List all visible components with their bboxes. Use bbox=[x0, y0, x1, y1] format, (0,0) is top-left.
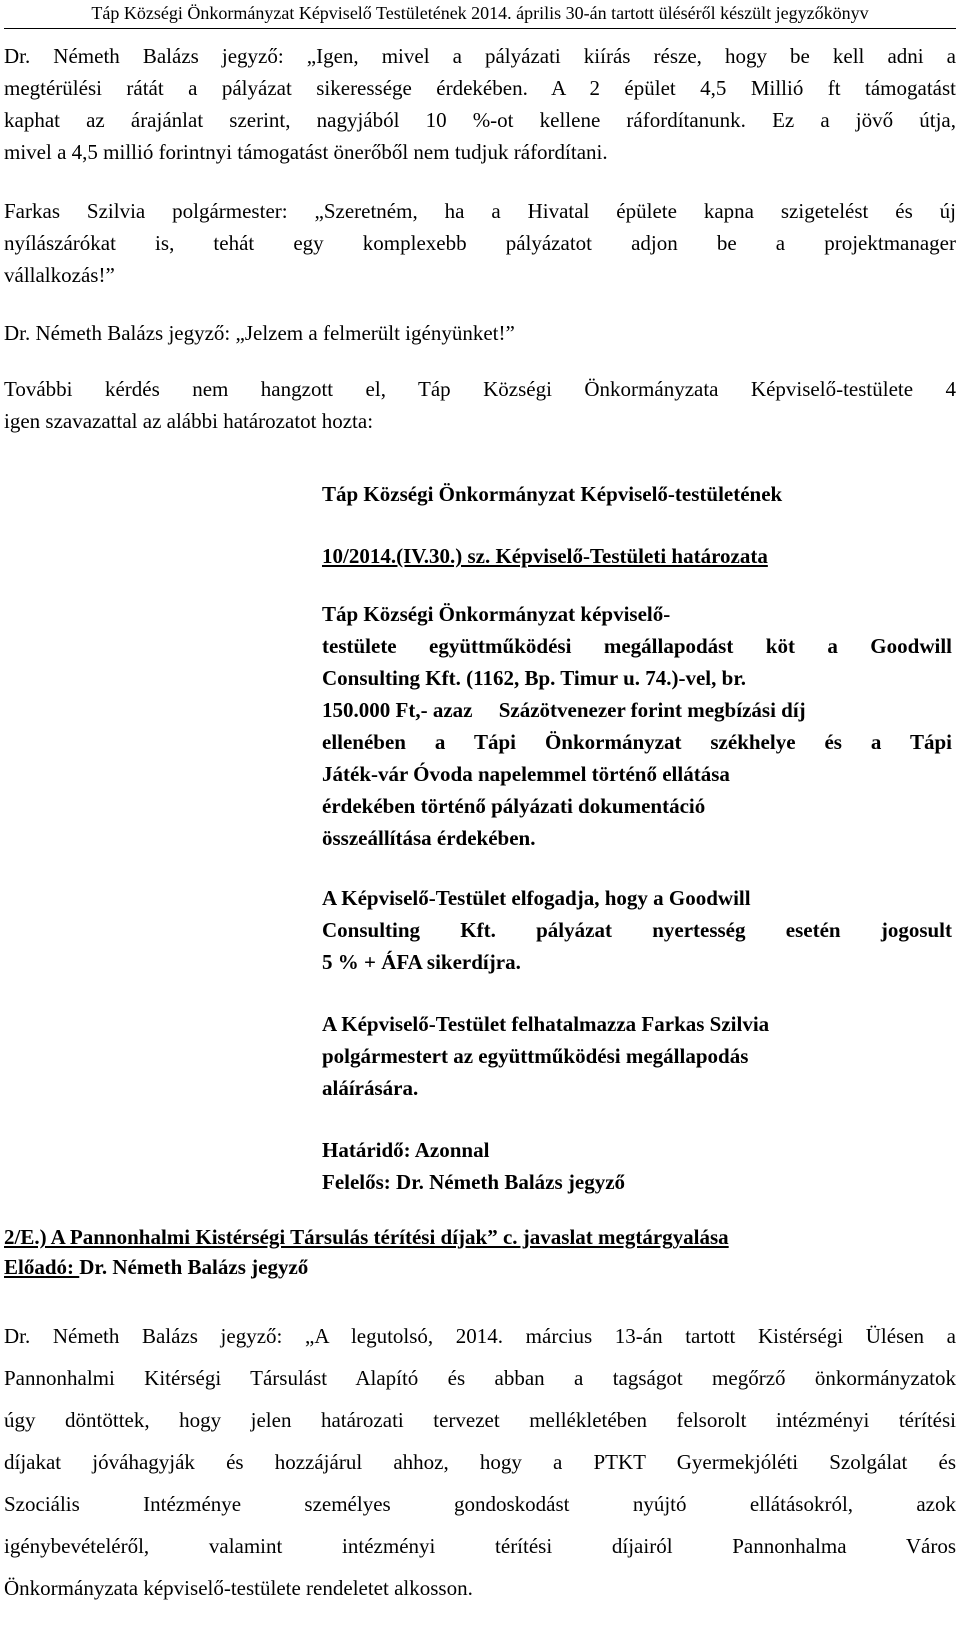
text-line: Önkormányzata képviselő-testülete rendeletet alkosson. bbox=[4, 1576, 473, 1600]
text-line: Consulting Kft. (1162, Bp. Timur u. 74.)-vel, br. bbox=[322, 666, 746, 690]
presenter-name: Dr. Németh Balázs jegyző bbox=[79, 1255, 309, 1279]
text-line: 5 % + ÁFA sikerdíjra. bbox=[322, 950, 521, 974]
text-line: aláírására. bbox=[322, 1076, 419, 1100]
text-line: Dr. Németh Balázs jegyző: „Igen, mivel a pályázati kiírás része, hogy be kell adni a bbox=[4, 44, 956, 68]
text-line: igénybevételéről, valamint intézményi térítési díjairól Pannonhalma Város bbox=[4, 1534, 956, 1558]
agenda-presenter bbox=[4, 1252, 956, 1282]
agenda-item-block bbox=[4, 1222, 956, 1282]
text-line: Dr. Németh Balázs jegyző: „A legutolsó, 2014. március 13-án tartott Kistérségi Ülésen a bbox=[4, 1324, 956, 1348]
header-rule bbox=[4, 28, 956, 29]
resolution-body-agreement bbox=[322, 598, 952, 854]
text-line: testülete együttműködési megállapodást köt a Goodwill bbox=[322, 634, 952, 658]
text-line: megtérülési rátát a pályázat sikeressége érdekében. A 2 épület 4,5 Millió ft támogatást bbox=[4, 76, 956, 100]
presenter-label: Előadó: bbox=[4, 1255, 80, 1279]
text-line: Játék-vár Óvoda napelemmel történő ellátása bbox=[322, 762, 730, 786]
resolution-deadline-block bbox=[322, 1134, 952, 1198]
text-line: összeállítása érdekében. bbox=[322, 826, 536, 850]
text-line: érdekében történő pályázati dokumentáció bbox=[322, 794, 706, 818]
text-line: A Képviselő-Testület felhatalmazza Farkas Szilvia bbox=[322, 1012, 770, 1036]
paragraph-vote bbox=[4, 373, 956, 437]
page-header: Táp Községi Önkormányzat Képviselő Testületének 2014. április 30-án tartott üléséről készült jegyzőkönyv bbox=[91, 3, 869, 23]
text-line: Szociális Intézménye személyes gondoskodást nyújtó ellátásokról, azok bbox=[4, 1492, 956, 1516]
text-line: nyílászárókat is, tehát egy komplexebb pályázatot adjon be a projektmanager bbox=[4, 231, 956, 255]
resolution-body-authorization bbox=[322, 1008, 952, 1104]
resolution-responsible: Felelős: Dr. Németh Balázs jegyző bbox=[322, 1170, 626, 1194]
text-line: kaphat az árajánlat szerint, nagyjából 10 %-ot kellene ráfordítanunk. Ez a jövő útja, bbox=[4, 108, 956, 132]
text-line: Consulting Kft. pályázat nyertesség esetén jogosult bbox=[322, 918, 952, 942]
text-line: igen szavazattal az alábbi határozatot hozta: bbox=[4, 409, 374, 433]
resolution-body-success-fee bbox=[322, 882, 952, 978]
text-line: További kérdés nem hangzott el, Táp Községi Önkormányzata Képviselő-testülete 4 bbox=[4, 377, 956, 401]
text-line: Dr. Németh Balázs jegyző: „Jelzem a felmerült igényünket!” bbox=[4, 321, 515, 345]
text-line: vállalkozás!” bbox=[4, 263, 115, 287]
resolution-number: 10/2014.(IV.30.) sz. Képviselő-Testületi határozata bbox=[322, 544, 768, 568]
paragraph-clerk-reply bbox=[4, 40, 956, 168]
text-line: ellenében a Tápi Önkormányzat székhelye és a Tápi bbox=[322, 730, 952, 754]
paragraph-mayor-request bbox=[4, 195, 956, 291]
paragraph-fees-explanation bbox=[4, 1315, 956, 1609]
text-line: Táp Községi Önkormányzat képviselő- bbox=[322, 602, 671, 626]
text-line: úgy döntöttek, hogy jelen határozati tervezet mellékletében felsorolt intézményi térítési bbox=[4, 1408, 956, 1432]
resolution-issuer: Táp Községi Önkormányzat Képviselő-testületének bbox=[322, 482, 783, 506]
text-line: Pannonhalmi Kitérségi Társulást Alapító és abban a tagságot megőrző önkormányzatok bbox=[4, 1366, 956, 1390]
text-line: mivel a 4,5 millió forintnyi támogatást önerőből nem tudjuk ráfordítani. bbox=[4, 140, 608, 164]
agenda-item-title: 2/E.) A Pannonhalmi Kistérségi Társulás térítési díjak” c. javaslat megtárgyalása bbox=[4, 1225, 729, 1249]
resolution-deadline: Határidő: Azonnal bbox=[322, 1138, 490, 1162]
text-line: 150.000 Ft,- azaz Százötvenezer forint megbízási díj bbox=[322, 698, 806, 722]
text-line: polgármestert az együttműködési megállapodás bbox=[322, 1044, 749, 1068]
paragraph-clerk-note bbox=[4, 317, 956, 349]
text-line: A Képviselő-Testület elfogadja, hogy a Goodwill bbox=[322, 886, 751, 910]
text-line: Farkas Szilvia polgármester: „Szeretném, ha a Hivatal épülete kapna szigetelést és új bbox=[4, 199, 956, 223]
text-line: díjakat jóváhagyják és hozzájárul ahhoz, hogy a PTKT Gyermekjóléti Szolgálat és bbox=[4, 1450, 956, 1474]
